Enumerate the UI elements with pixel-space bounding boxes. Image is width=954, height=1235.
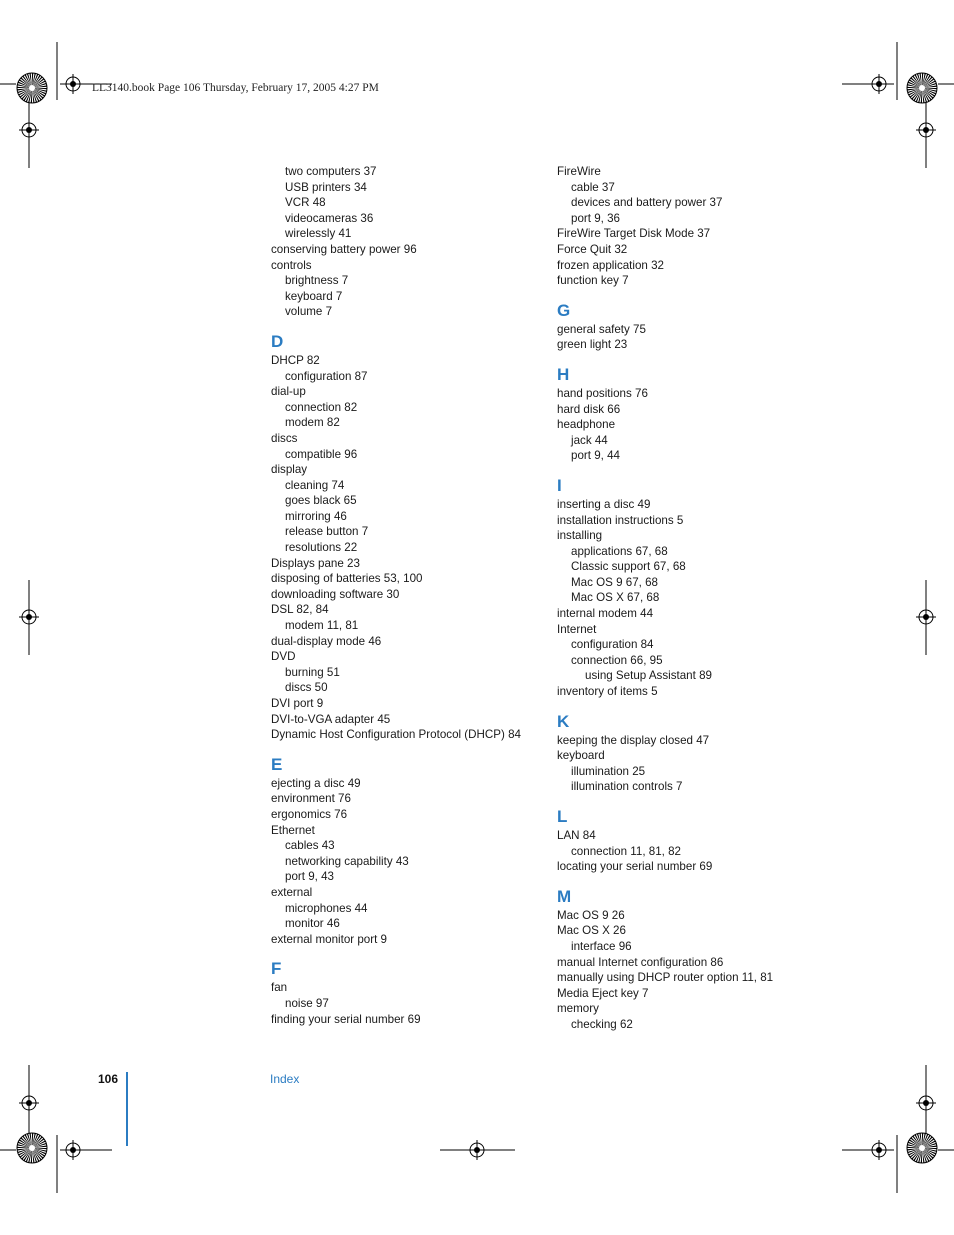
- index-subentry: illumination controls 7: [571, 780, 683, 794]
- index-entry: installing: [557, 529, 603, 543]
- index-subentry: jack 44: [571, 433, 608, 447]
- index-subentry: Mac OS 9 67, 68: [571, 575, 658, 589]
- index-entry: discs: [271, 431, 298, 445]
- index-entry: downloading software 30: [271, 587, 400, 601]
- index-subentry: Classic support 67, 68: [571, 560, 686, 574]
- index-entry: inventory of items 5: [557, 685, 658, 699]
- index-subentry: USB printers 34: [285, 180, 367, 194]
- index-entry: Ethernet: [271, 823, 315, 837]
- index-subentry: goes black 65: [285, 494, 357, 508]
- index-subentry: videocameras 36: [285, 211, 374, 225]
- index-subentry: configuration 87: [285, 369, 368, 383]
- index-subentry: checking 62: [571, 1017, 633, 1031]
- section-title: Index: [270, 1072, 300, 1086]
- index-entry: Mac OS 9 26: [557, 908, 625, 922]
- index-subentry: microphones 44: [285, 901, 368, 915]
- index-entry: manually using DHCP router option 11, 81: [557, 971, 774, 985]
- index-entry: DVI port 9: [271, 697, 324, 710]
- index-subentry: cable 37: [571, 180, 615, 194]
- index-entry: DVD: [271, 650, 296, 664]
- index-entry: finding your serial number 69: [271, 1012, 421, 1026]
- index-entry: internal modem 44: [557, 607, 654, 621]
- index-subentry: port 9, 44: [571, 449, 620, 463]
- index-subentry: modem 82: [285, 416, 340, 430]
- page-number: 106: [98, 1072, 119, 1086]
- index-letter-heading: F: [271, 959, 282, 979]
- index-entry: Media Eject key 7: [557, 986, 649, 1000]
- footer-divider: [126, 1072, 128, 1146]
- index-entry: DHCP 82: [271, 353, 320, 367]
- index-letter-heading: G: [557, 300, 571, 320]
- index-subentry: two computers 37: [285, 165, 377, 178]
- index-entry: controls: [271, 258, 312, 272]
- index-subentry: cleaning 74: [285, 478, 345, 492]
- index-subentry: volume 7: [285, 305, 333, 319]
- index-entry: Displays pane 23: [271, 556, 360, 570]
- index-column-left: [271, 164, 536, 1027]
- index-entry: keyboard: [557, 749, 605, 763]
- index-subentry: mirroring 46: [285, 509, 347, 523]
- index-entry: hand positions 76: [557, 386, 648, 400]
- index-entry: dual-display mode 46: [271, 634, 382, 648]
- index-subentry: Mac OS X 67, 68: [571, 591, 660, 605]
- index-entry: inserting a disc 49: [557, 497, 651, 511]
- index-letter-heading: K: [557, 711, 570, 731]
- index-entry: DSL 82, 84: [271, 603, 329, 617]
- index-subentry: configuration 84: [571, 638, 654, 652]
- index-entry: Internet: [557, 622, 597, 636]
- index-entry: fan: [271, 981, 288, 995]
- index-letter-heading: I: [557, 475, 562, 495]
- index-subentry: using Setup Assistant 89: [585, 669, 712, 683]
- index-subentry: brightness 7: [285, 274, 349, 288]
- index-subentry: burning 51: [285, 665, 340, 679]
- index-subentry: release button 7: [285, 525, 369, 539]
- index-subentry: illumination 25: [571, 764, 646, 778]
- index-entry: DVI-to-VGA adapter 45: [271, 712, 391, 726]
- index-entry: Mac OS X 26: [557, 924, 626, 938]
- index-subentry: VCR 48: [285, 196, 326, 210]
- index-entry: environment 76: [271, 792, 351, 806]
- index-entry: dial-up: [271, 385, 306, 399]
- index-entry: FireWire: [557, 165, 601, 178]
- index-entry: hard disk 66: [557, 402, 621, 416]
- index-entry: disposing of batteries 53, 100: [271, 572, 423, 586]
- index-entry: keeping the display closed 47: [557, 733, 710, 747]
- index-subentry: keyboard 7: [285, 289, 343, 303]
- index-entry: green light 23: [557, 338, 628, 352]
- index-subentry: connection 11, 81, 82: [571, 844, 682, 858]
- print-slug: LL3140.book Page 106 Thursday, February 17, 2005 4:27 PM: [92, 82, 379, 94]
- index-entry: locating your serial number 69: [557, 860, 713, 874]
- index-subentry: discs 50: [285, 681, 328, 695]
- index-entry: display: [271, 463, 308, 477]
- index-entry: general safety 75: [557, 322, 646, 336]
- index-letter-heading: M: [557, 886, 572, 906]
- index-entry: frozen application 32: [557, 258, 664, 272]
- index-entry: ergonomics 76: [271, 807, 348, 821]
- index-subentry: noise 97: [285, 996, 329, 1010]
- index-subentry: monitor 46: [285, 917, 340, 931]
- index-entry: headphone: [557, 418, 616, 432]
- index-subentry: cables 43: [285, 839, 335, 853]
- index-subentry: resolutions 22: [285, 541, 358, 555]
- index-subentry: modem 11, 81: [285, 619, 359, 633]
- index-subentry: compatible 96: [285, 447, 358, 461]
- index-entry: conserving battery power 96: [271, 242, 417, 256]
- index-entry: ejecting a disc 49: [271, 776, 361, 790]
- index-subentry: connection 82: [285, 400, 358, 414]
- index-letter-heading: L: [557, 807, 568, 826]
- index-entry: manual Internet configuration 86: [557, 955, 724, 969]
- index-subentry: connection 66, 95: [571, 653, 663, 667]
- index-subentry: port 9, 43: [285, 870, 334, 884]
- index-entry: Dynamic Host Configuration Protocol (DHCP) 84: [271, 728, 522, 742]
- index-letter-heading: E: [271, 754, 283, 774]
- index-entry: external monitor port 9: [271, 932, 387, 946]
- index-entry: memory: [557, 1002, 599, 1016]
- index-subentry: wirelessly 41: [285, 227, 352, 241]
- index-subentry: devices and battery power 37: [571, 196, 723, 210]
- index-entry: external: [271, 885, 313, 899]
- registration-star-icon: [907, 73, 937, 103]
- index-column-right: [557, 164, 817, 1033]
- registration-star-icon: [907, 1133, 937, 1163]
- index-subentry: networking capability 43: [285, 854, 409, 868]
- registration-star-icon: [17, 1133, 47, 1163]
- index-entry: FireWire Target Disk Mode 37: [557, 227, 711, 241]
- index-entry: installation instructions 5: [557, 513, 684, 527]
- index-letter-heading: H: [557, 364, 570, 384]
- index-entry: Force Quit 32: [557, 242, 628, 256]
- index-entry: function key 7: [557, 274, 629, 288]
- registration-star-icon: [17, 73, 47, 103]
- index-subentry: applications 67, 68: [571, 544, 668, 558]
- index-letter-heading: D: [271, 331, 284, 351]
- index-entry: LAN 84: [557, 829, 596, 842]
- index-subentry: port 9, 36: [571, 211, 620, 225]
- index-subentry: interface 96: [571, 939, 632, 953]
